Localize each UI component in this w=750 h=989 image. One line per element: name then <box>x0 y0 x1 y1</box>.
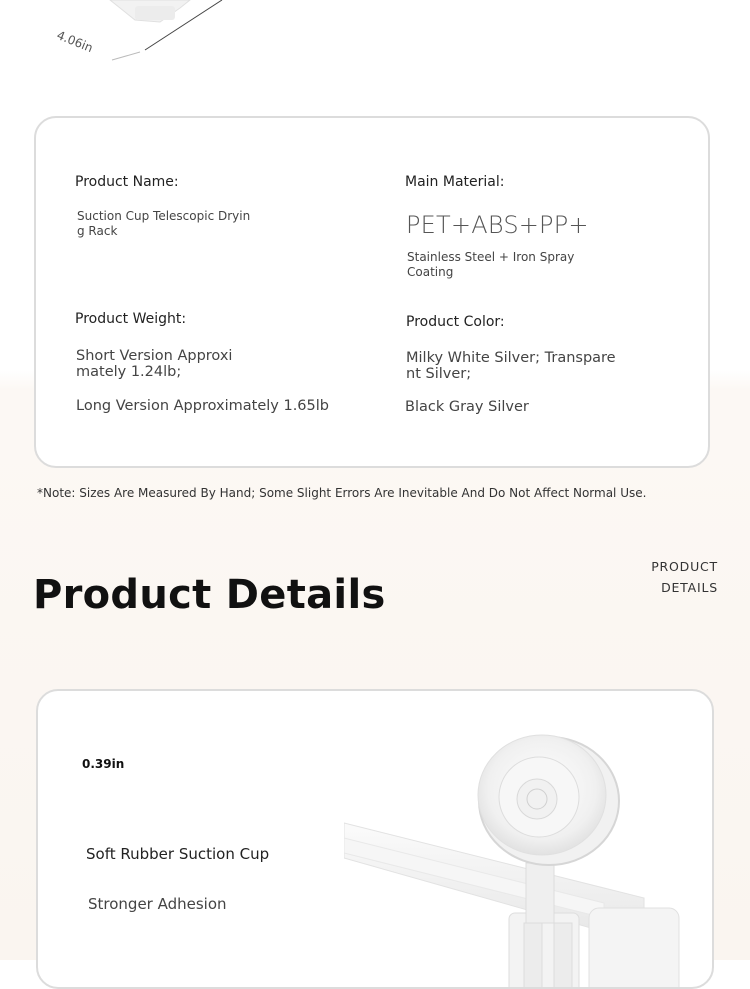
product-weight-label: Product Weight: <box>75 311 187 327</box>
product-name-label: Product Name: <box>75 174 179 190</box>
product-color-label: Product Color: <box>406 314 505 330</box>
feature-subtitle: Stronger Adhesion <box>88 895 227 913</box>
product-details-title: Product Details <box>33 572 386 618</box>
measurement-note: *Note: Sizes Are Measured By Hand; Some Slight Errors Are Inevitable And Do Not Affect Normal Use. <box>37 486 647 500</box>
color-primary: Milky White Silver; Transpare nt Silver; <box>406 350 616 382</box>
detail-card-suction-cup <box>36 689 714 989</box>
product-details-side-label <box>651 556 718 598</box>
feature-title: Soft Rubber Suction Cup <box>86 845 270 863</box>
dimension-label-suction: 0.39in <box>82 757 125 771</box>
main-material-label: Main Material: <box>405 174 505 190</box>
side-label-line2: DETAILS <box>661 580 718 595</box>
dimension-label-top: 4.06in <box>54 28 95 56</box>
weight-long-version: Long Version Approximately 1.65lb <box>76 398 329 414</box>
product-name-value: Suction Cup Telescopic Dryin g Rack <box>77 209 251 238</box>
suction-cup-product-image <box>344 713 714 989</box>
color-secondary: Black Gray Silver <box>405 399 529 415</box>
main-material-primary: PET+ABS+PP+ <box>406 211 589 239</box>
main-material-secondary: Stainless Steel + Iron Spray Coating <box>407 250 575 279</box>
side-label-line1: PRODUCT <box>651 559 718 574</box>
weight-short-version: Short Version Approxi mately 1.24lb; <box>76 348 233 380</box>
specification-card <box>34 116 710 468</box>
